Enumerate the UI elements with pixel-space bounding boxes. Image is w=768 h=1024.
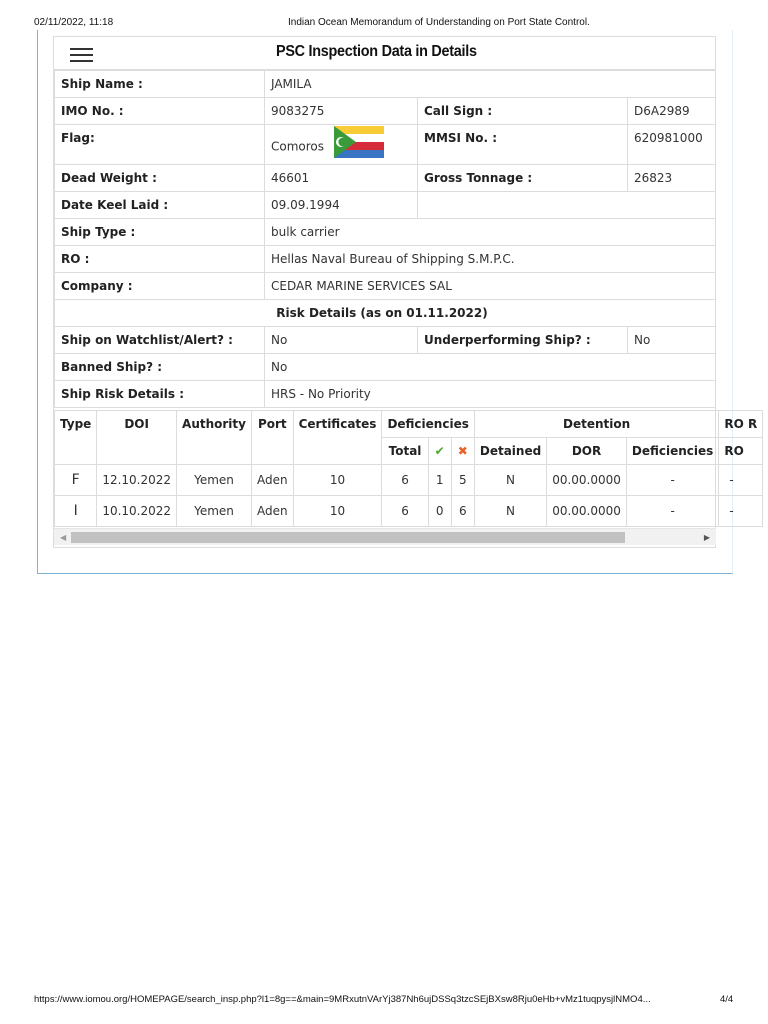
col-detained: Detained <box>474 438 546 465</box>
inspections-scroll-area[interactable] <box>54 410 758 546</box>
hamburger-icon-line <box>70 60 93 62</box>
panel-header <box>54 37 715 70</box>
cell-port: Aden <box>251 496 293 527</box>
print-page-title: Indian Ocean Memorandum of Understanding on Port State Control. <box>288 17 590 28</box>
cell-total: 6 <box>382 465 428 496</box>
underperforming-label: Underperforming Ship? : <box>418 327 628 354</box>
col-total: Total <box>382 438 428 465</box>
gross-tonnage-label: Gross Tonnage : <box>418 165 628 192</box>
table-row <box>55 125 716 165</box>
horizontal-scrollbar[interactable] <box>54 528 716 545</box>
banned-label: Banned Ship? : <box>55 354 265 381</box>
watchlist-label: Ship on Watchlist/Alert? : <box>55 327 265 354</box>
table-row <box>55 327 716 354</box>
col-doi: DOI <box>97 411 177 465</box>
call-sign-value: D6A2989 <box>628 98 716 125</box>
call-sign-label: Call Sign : <box>418 98 628 125</box>
col-detention: Detention <box>474 411 718 438</box>
col-port: Port <box>251 411 293 465</box>
outstanding-cross-icon: ✖ <box>451 438 474 465</box>
table-row <box>55 381 716 408</box>
table-row <box>55 354 716 381</box>
ship-type-value: bulk carrier <box>265 219 716 246</box>
cell-outstanding: 6 <box>451 496 474 527</box>
table-row <box>55 219 716 246</box>
table-row <box>55 465 763 496</box>
col-certificates: Certificates <box>293 411 382 465</box>
ship-details-table <box>54 70 716 408</box>
ship-name-label: Ship Name : <box>55 71 265 98</box>
imo-label: IMO No. : <box>55 98 265 125</box>
page-title-text: PSC Inspection Data in Details <box>276 43 477 60</box>
imo-value: 9083275 <box>265 98 418 125</box>
mmsi-value: 620981000 <box>628 125 716 165</box>
flag-value: Comoros <box>271 139 325 154</box>
print-timestamp: 02/11/2022, 11:18 <box>34 17 114 28</box>
cell-authority: Yemen <box>177 465 252 496</box>
cell-doi: 12.10.2022 <box>97 465 177 496</box>
cell-authority: Yemen <box>177 496 252 527</box>
gross-tonnage-value: 26823 <box>628 165 716 192</box>
inspections-table <box>54 410 763 527</box>
table-row <box>55 246 716 273</box>
cell-ro: - <box>719 496 763 527</box>
cell-dor: 00.00.0000 <box>547 496 627 527</box>
scrollbar-thumb[interactable] <box>71 532 625 543</box>
scroll-left-arrow-icon[interactable]: ◀ <box>60 533 67 542</box>
company-label: Company : <box>55 273 265 300</box>
cell-type: F <box>55 465 97 496</box>
underperforming-value: No <box>628 327 716 354</box>
cell-detained: N <box>474 465 546 496</box>
risk-section-title: Risk Details (as on 01.11.2022) <box>55 300 716 327</box>
cell-det-deficiencies: - <box>626 465 718 496</box>
table-row <box>55 165 716 192</box>
cell-outstanding: 5 <box>451 465 474 496</box>
ro-value: Hellas Naval Bureau of Shipping S.M.P.C. <box>265 246 716 273</box>
dead-weight-label: Dead Weight : <box>55 165 265 192</box>
company-value: CEDAR MARINE SERVICES SAL <box>265 273 716 300</box>
dead-weight-value: 46601 <box>265 165 418 192</box>
page-number: 4/4 <box>720 994 734 1005</box>
ship-type-label: Ship Type : <box>55 219 265 246</box>
table-row <box>55 496 763 527</box>
cell-dor: 00.00.0000 <box>547 465 627 496</box>
cell-doi: 10.10.2022 <box>97 496 177 527</box>
cell-port: Aden <box>251 465 293 496</box>
cell-ro: - <box>719 465 763 496</box>
cell-certificates: 10 <box>293 465 382 496</box>
table-row <box>55 98 716 125</box>
ship-name-value: JAMILA <box>265 71 716 98</box>
rectified-check-icon: ✔ <box>428 438 451 465</box>
col-deficiencies: Deficiencies <box>382 411 474 438</box>
cell-certificates: 10 <box>293 496 382 527</box>
keel-laid-value: 09.09.1994 <box>265 192 418 219</box>
cell-rectified: 1 <box>428 465 451 496</box>
hamburger-icon-line <box>70 54 93 56</box>
col-det-deficiencies: Deficiencies <box>626 438 718 465</box>
col-ro-r: RO R <box>719 411 763 438</box>
table-row <box>55 192 716 219</box>
table-row <box>55 71 716 98</box>
print-url: https://www.iomou.org/HOMEPAGE/search_insp.php?l1=8g==&main=9MRxutnVArYj387Nh6ujDSSq3tzcSEjBXsw8Rju0eHb+vMz1tuqpysjlNMO4... <box>34 994 651 1005</box>
table-row <box>55 273 716 300</box>
table-header-row <box>55 411 763 438</box>
col-authority: Authority <box>177 411 252 465</box>
keel-laid-label: Date Keel Laid : <box>55 192 265 219</box>
flag-label: Flag: <box>55 125 265 165</box>
mmsi-label: MMSI No. : <box>418 125 628 165</box>
banned-value: No <box>265 354 716 381</box>
page-title <box>276 43 477 61</box>
inspection-panel <box>53 36 758 548</box>
watchlist-value: No <box>265 327 418 354</box>
cell-rectified: 0 <box>428 496 451 527</box>
ro-label: RO : <box>55 246 265 273</box>
print-footer <box>0 994 768 1008</box>
flag-value-cell <box>265 125 418 165</box>
col-dor: DOR <box>547 438 627 465</box>
empty-cell <box>418 192 716 219</box>
col-ro: RO <box>719 438 763 465</box>
hamburger-icon-line <box>70 48 93 50</box>
hamburger-menu-button[interactable] <box>70 48 93 62</box>
comoros-flag-icon <box>334 126 384 158</box>
risk-details-label: Ship Risk Details : <box>55 381 265 408</box>
print-header <box>0 17 768 31</box>
col-type: Type <box>55 411 97 465</box>
risk-details-value: HRS - No Priority <box>265 381 716 408</box>
table-row <box>55 300 716 327</box>
scroll-right-arrow-icon[interactable]: ▶ <box>703 533 710 542</box>
cell-detained: N <box>474 496 546 527</box>
cell-det-deficiencies: - <box>626 496 718 527</box>
cell-total: 6 <box>382 496 428 527</box>
cell-type: I <box>55 496 97 527</box>
